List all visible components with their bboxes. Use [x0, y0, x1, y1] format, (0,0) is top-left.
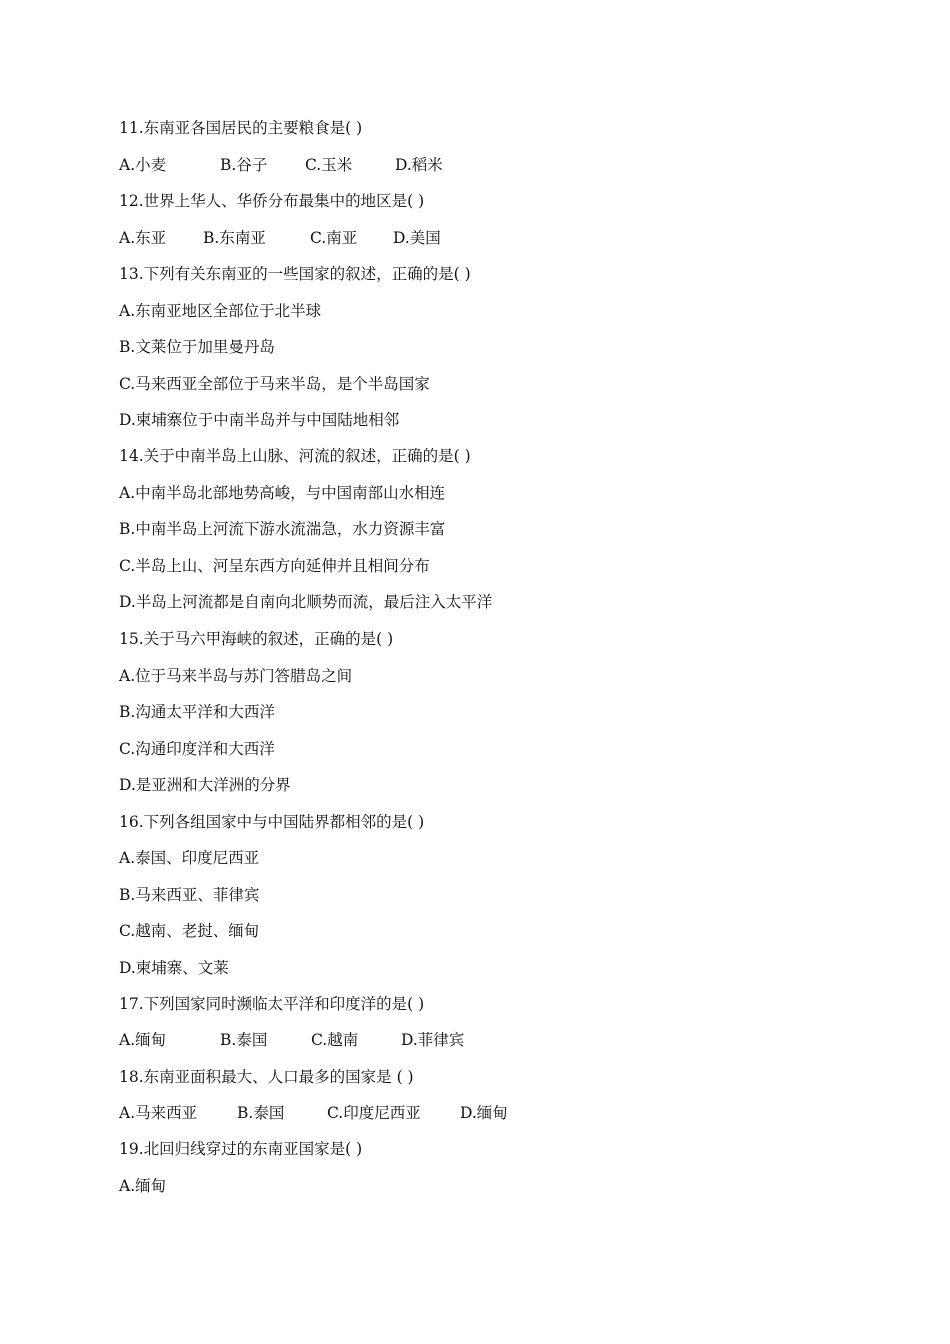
option-c: C.印度尼西亚	[327, 1104, 421, 1122]
question-17-options	[119, 1028, 619, 1052]
question-14-option-d: D.半岛上河流都是自南向北顺势而流，最后注入太平洋	[119, 593, 493, 611]
question-17-stem: 17.下列国家同时濒临太平洋和印度洋的是( )	[119, 995, 425, 1013]
question-12-options	[119, 226, 619, 250]
question-14-stem: 14.关于中南半岛上山脉、河流的叙述，正确的是( )	[119, 447, 471, 465]
question-13-option-d: D.柬埔寨位于中南半岛并与中国陆地相邻	[119, 411, 400, 429]
question-16-option-c: C.越南、老挝、缅甸	[119, 922, 260, 940]
question-18-stem: 18.东南亚面积最大、人口最多的国家是 ( )	[119, 1068, 414, 1086]
option-b: B.泰国	[220, 1031, 268, 1049]
option-a: A.东亚	[119, 229, 167, 247]
question-16-stem: 16.下列各组国家中与中国陆界都相邻的是( )	[119, 813, 425, 831]
option-a: A.小麦	[119, 156, 167, 174]
question-14-option-b: B.中南半岛上河流下游水流湍急，水力资源丰富	[119, 520, 446, 538]
question-11-options	[119, 153, 619, 177]
option-b: B.东南亚	[203, 229, 266, 247]
option-c: C.南亚	[310, 229, 358, 247]
question-16-option-d: D.柬埔寨、文莱	[119, 959, 229, 977]
question-12-stem: 12.世界上华人、华侨分布最集中的地区是( )	[119, 192, 425, 210]
question-11-stem: 11.东南亚各国居民的主要粮食是( )	[119, 119, 363, 137]
question-14-option-c: C.半岛上山、河呈东西方向延伸并且相间分布	[119, 557, 430, 575]
question-18-options	[119, 1101, 619, 1125]
option-d: D.缅甸	[460, 1104, 508, 1122]
question-15-option-b: B.沟通太平洋和大西洋	[119, 703, 275, 721]
question-15-option-a: A.位于马来半岛与苏门答腊岛之间	[119, 667, 353, 685]
question-19-option-a: A.缅甸	[119, 1177, 167, 1195]
question-16-option-b: B.马来西亚、菲律宾	[119, 886, 260, 904]
option-a: A.缅甸	[119, 1031, 167, 1049]
question-13-option-b: B.文莱位于加里曼丹岛	[119, 338, 275, 356]
question-15-option-d: D.是亚洲和大洋洲的分界	[119, 776, 291, 794]
option-c: C.玉米	[305, 156, 353, 174]
option-d: D.美国	[393, 229, 441, 247]
option-b: B.谷子	[220, 156, 268, 174]
question-13-option-a: A.东南亚地区全部位于北半球	[119, 302, 322, 320]
question-15-option-c: C.沟通印度洋和大西洋	[119, 740, 275, 758]
option-b: B.泰国	[237, 1104, 285, 1122]
option-a: A.马来西亚	[119, 1104, 198, 1122]
question-13-option-c: C.马来西亚全部位于马来半岛，是个半岛国家	[119, 375, 430, 393]
option-d: D.菲律宾	[401, 1031, 465, 1049]
question-14-option-a: A.中南半岛北部地势高峻，与中国南部山水相连	[119, 484, 446, 502]
question-16-option-a: A.泰国、印度尼西亚	[119, 849, 260, 867]
question-19-stem: 19.北回归线穿过的东南亚国家是( )	[119, 1140, 363, 1158]
option-d: D.稻米	[395, 156, 443, 174]
question-13-stem: 13.下列有关东南亚的一些国家的叙述，正确的是( )	[119, 265, 471, 283]
question-15-stem: 15.关于马六甲海峡的叙述，正确的是( )	[119, 630, 394, 648]
option-c: C.越南	[311, 1031, 359, 1049]
